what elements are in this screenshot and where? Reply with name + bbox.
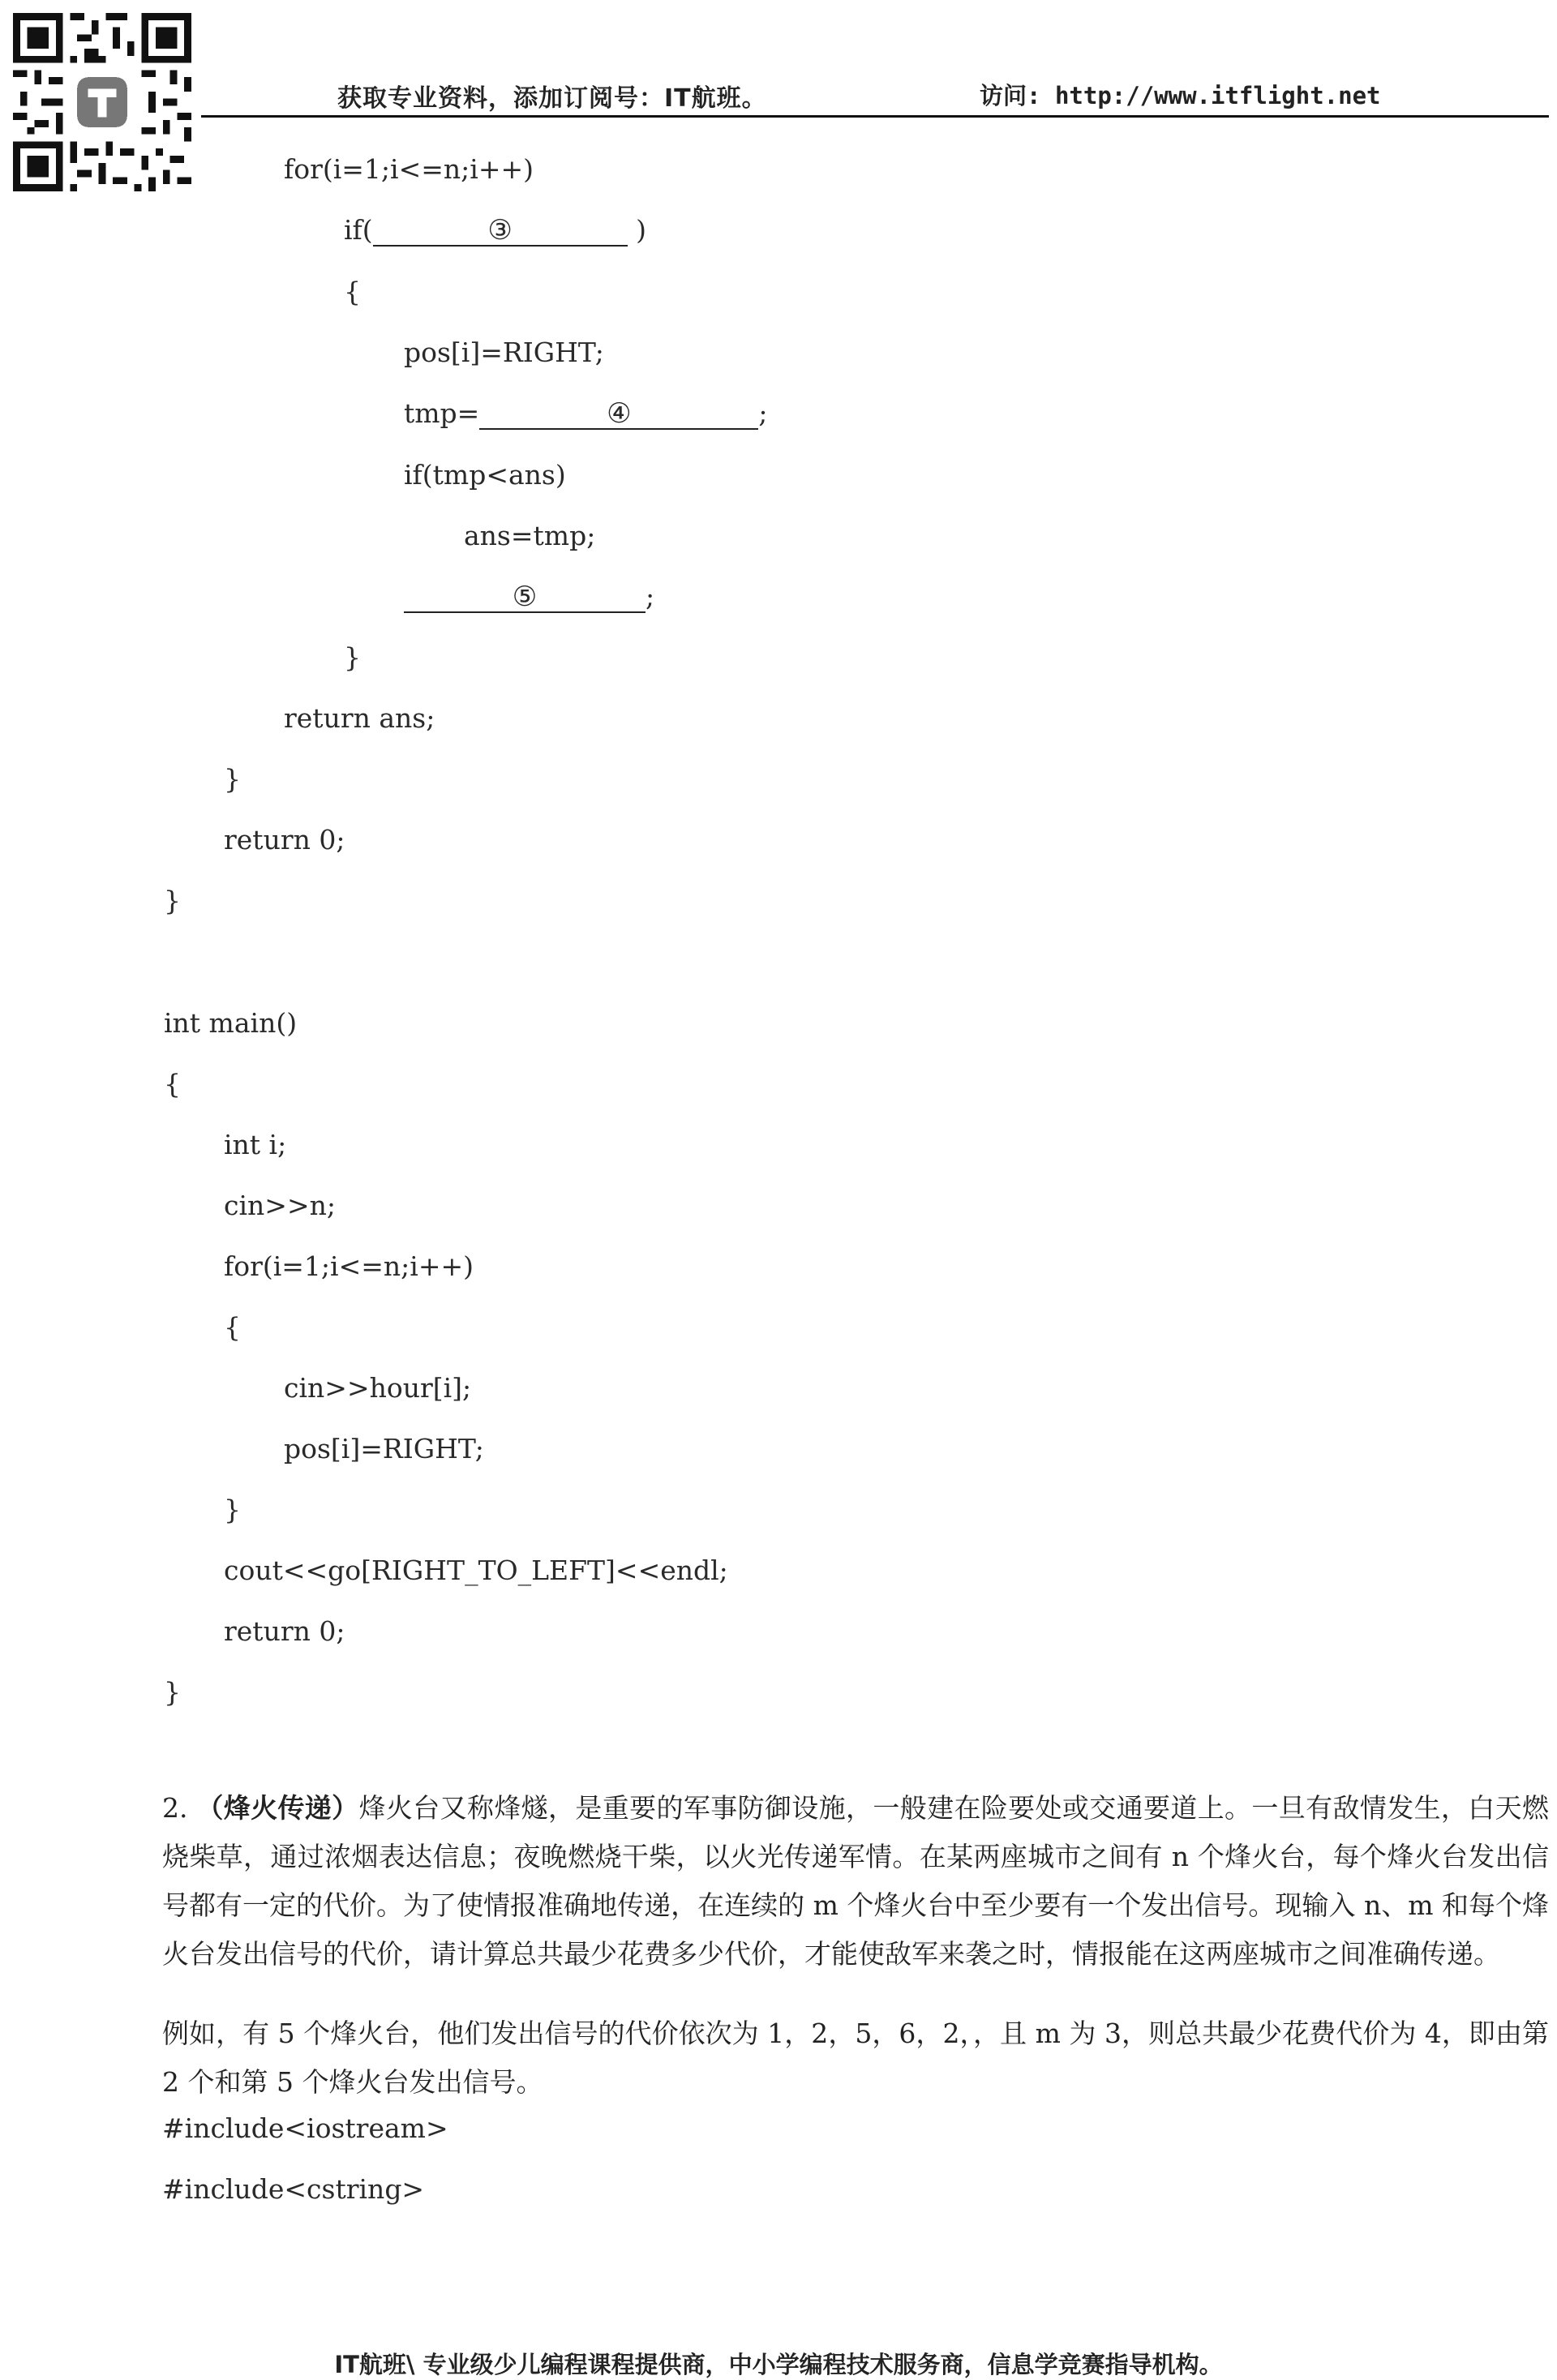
code-line: if(tmp<ans)	[404, 459, 566, 491]
blank-3[interactable]: ③	[373, 216, 628, 247]
code-line: {	[344, 276, 361, 307]
code-line: {	[164, 1068, 181, 1100]
blank-4[interactable]: ④	[479, 399, 758, 430]
code-line: cin>>n;	[224, 1190, 336, 1221]
code-line: cin>>hour[i];	[284, 1372, 472, 1404]
code-line: for(i=1;i<=n;i++)	[224, 1250, 474, 1282]
code-line: {	[224, 1311, 241, 1343]
code-line: }	[224, 763, 241, 795]
code-line: return 0;	[224, 824, 345, 856]
header-slogan: 获取专业资料，添加订阅号：IT航班。	[337, 84, 767, 113]
code-line: cout<<go[RIGHT_TO_LEFT]<<endl;	[224, 1555, 728, 1586]
problem-title: （烽火传递）	[196, 1792, 359, 1824]
website-link[interactable]: http://www.itflight.net	[1054, 82, 1381, 109]
include-line: #include<iostream>	[162, 2112, 448, 2144]
code-line: }	[164, 885, 181, 916]
header-website	[980, 78, 1381, 111]
code-line: if( ③ )	[344, 214, 647, 247]
code-line: tmp= ④ ;	[404, 397, 768, 430]
code-line: return ans;	[284, 702, 435, 734]
problem-description: 2. （烽火传递）烽火台又称烽燧，是重要的军事防御设施，一般建在险要处或交通要道上。一旦有敌情发生，白天燃烧柴草，通过浓烟表达信息；夜晚燃烧干柴，以火光传递军情。在某两座城市之间有 n 个烽火台，每个烽火台发出信号都有一定的代价。为了使情报准确地传递，在连续的 m 个烽火台中至少要有一个发出信号。现输入 n、m 和每个烽火台发出信号的代价，请计算总共最少花费多少代价，才能使敌军来袭之时，情报能在这两座城市之间准确传递。	[162, 1792, 1550, 1970]
header-visit-label: 访问:	[980, 82, 1041, 109]
code-line: int i;	[224, 1129, 287, 1160]
problem-example: 例如，有 5 个烽火台，他们发出信号的代价依次为 1，2，5，6，2，，且 m 为 3，则总共最少花费代价为 4，即由第 2 个和第 5 个烽火台发出信号。	[162, 2018, 1549, 2098]
code-line: }	[164, 1676, 181, 1708]
page-footer: IT航班\ 专业级少儿编程课程提供商，中小学编程技术服务商，信息学竞赛指导机构。	[334, 2351, 1223, 2378]
header-divider	[201, 115, 1549, 118]
code-line: ans=tmp;	[464, 520, 596, 551]
code-line: ⑤ ;	[404, 581, 654, 613]
blank-5[interactable]: ⑤	[404, 582, 646, 613]
code-line: return 0;	[224, 1615, 345, 1647]
include-line: #include<cstring>	[162, 2173, 425, 2205]
code-line: }	[224, 1494, 241, 1525]
code-line: pos[i]=RIGHT;	[284, 1433, 484, 1464]
code-line: int main()	[164, 1007, 298, 1039]
qr-code-icon	[13, 13, 191, 191]
code-line: for(i=1;i<=n;i++)	[284, 153, 534, 185]
code-line: }	[344, 641, 361, 673]
problem-number: 2.	[162, 1792, 188, 1824]
code-line: pos[i]=RIGHT;	[404, 337, 604, 368]
